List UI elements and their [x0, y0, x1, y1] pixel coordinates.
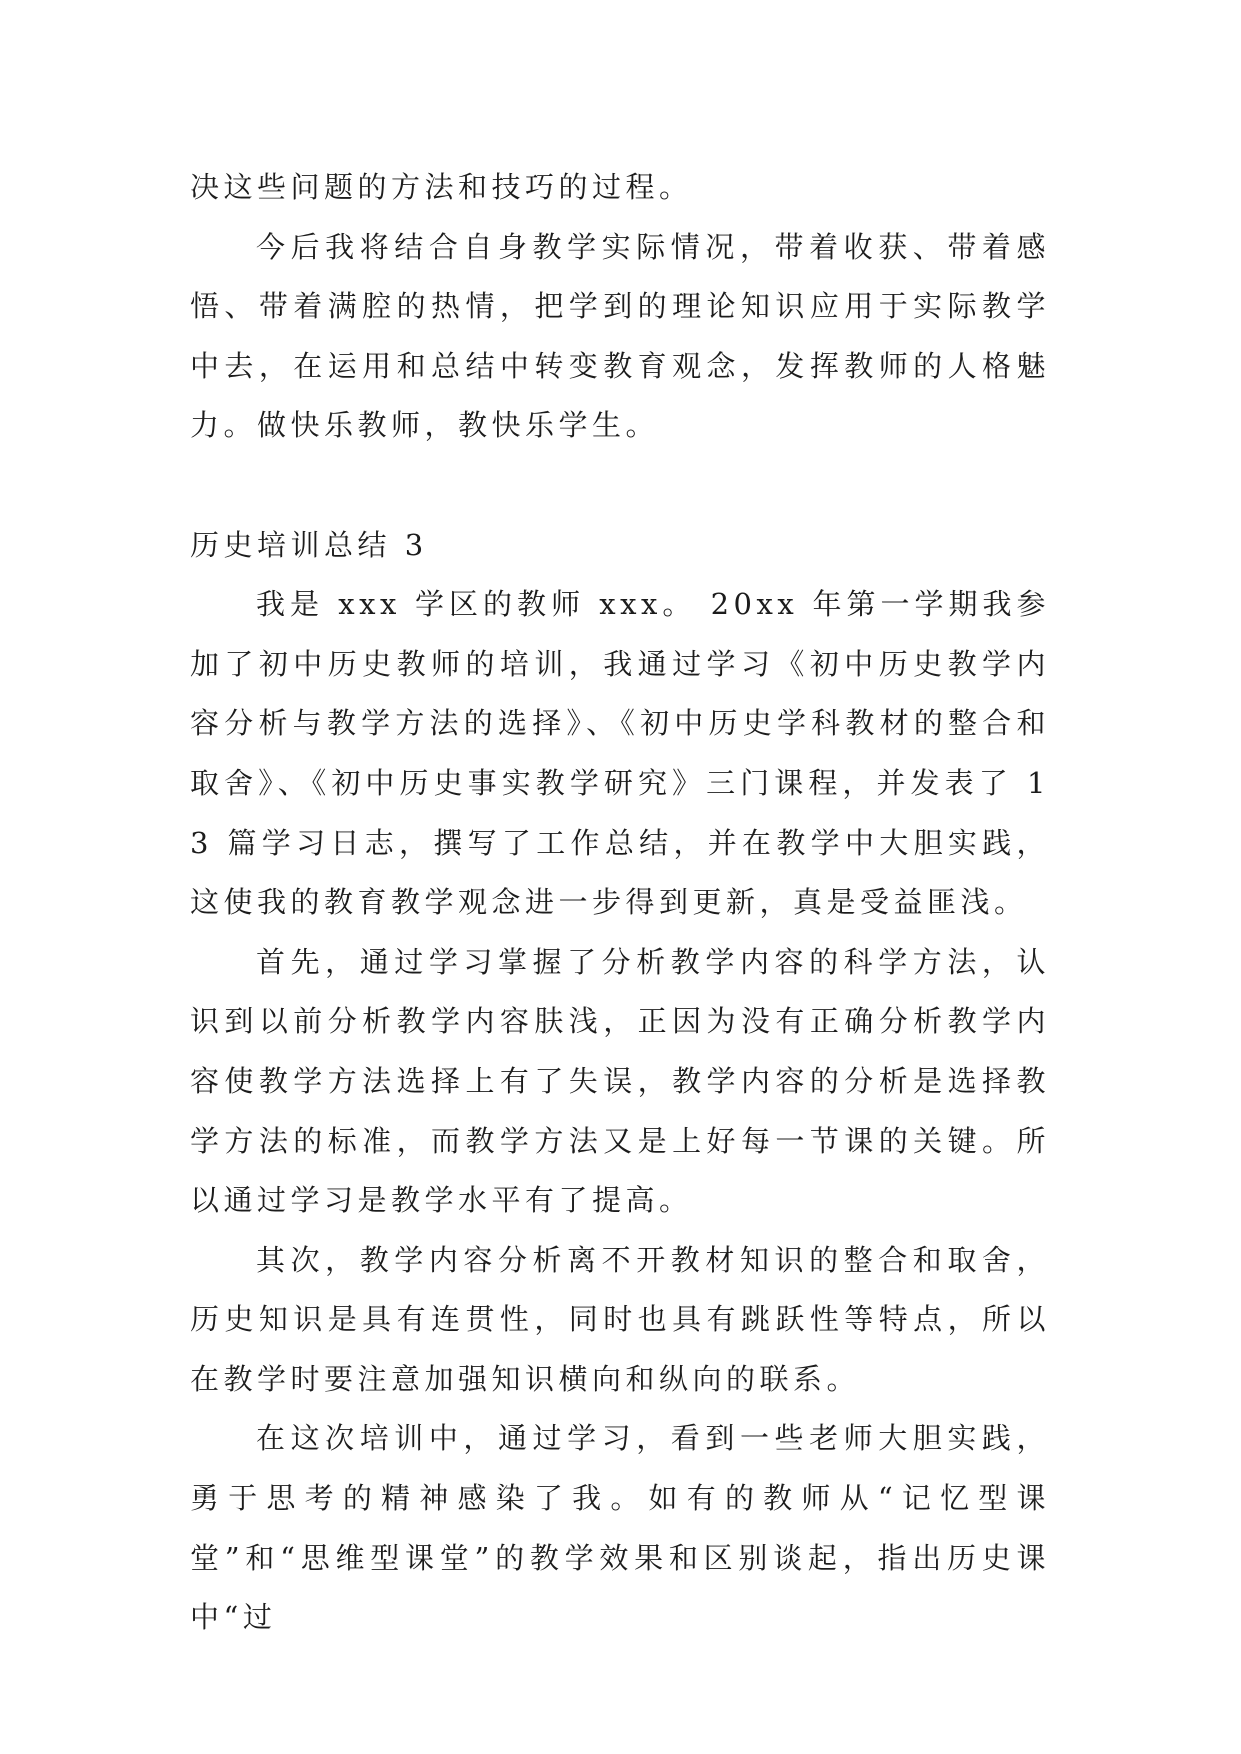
document-body — [190, 158, 1050, 1648]
body-paragraph: 首先，通过学习掌握了分析教学内容的科学方法，认识到以前分析教学内容肤浅，正因为没有正确分析教学内容使教学方法选择上有了失误，教学内容的分析是选择教学方法的标准，而教学方法又是上好每一节课的关键。所以通过学习是教学水平有了提高。 — [190, 944, 1050, 1218]
continued-paragraph: 决这些问题的方法和技巧的过程。 — [190, 170, 693, 204]
body-paragraph: 其次，教学内容分析离不开教材知识的整合和取舍，历史知识是具有连贯性，同时也具有跳跃性等特点，所以在教学时要注意加强知识横向和纵向的联系。 — [190, 1242, 1050, 1396]
body-paragraph: 在这次培训中，通过学习，看到一些老师大胆实践，勇于思考的精神感染了我。如有的教师从“记忆型课堂”和“思维型课堂”的教学效果和区别谈起，指出历史课中“过 — [190, 1421, 1050, 1635]
closing-paragraph: 今后我将结合自身教学实际情况，带着收获、带着感悟、带着满腔的热情，把学到的理论知识应用于实际教学中去，在运用和总结中转变教育观念，发挥教师的人格魅力。做快乐教师，教快乐学生。 — [190, 229, 1050, 443]
section-title: 历史培训总结 3 — [190, 527, 428, 562]
body-paragraph: 我是 xxx 学区的教师 xxx。 20xx 年第一学期我参加了初中历史教师的培训，我通过学习《初中历史教学内容分析与教学方法的选择》、《初中历史学科教材的整合和取舍》、《初中历史事实教学研究》三门课程，并发表了 13 篇学习日志，撰写了工作总结，并在教学中大胆实践，这使我的教育教学观念进一步得到更新，真是受益匪浅。 — [190, 587, 1050, 920]
